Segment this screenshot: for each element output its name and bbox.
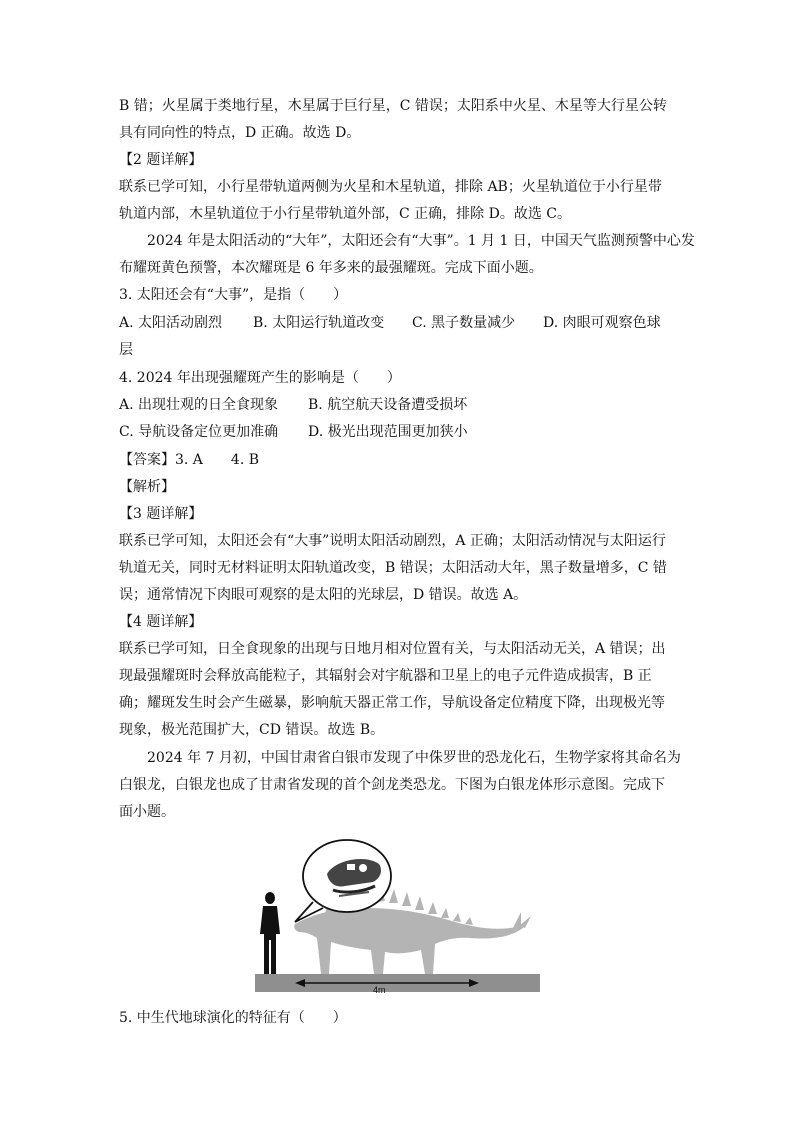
human-silhouette xyxy=(260,892,280,974)
text-line: B 错；火星属于类地行星，木星属于巨行星，C 错误；太阳系中火星、木星等大行星公转 xyxy=(119,98,667,114)
text-line: 轨道无关，同时无材料证明太阳轨道改变，B 错误；太阳活动大年，黑子数量增多，C 错 xyxy=(119,560,667,576)
question-3: 3. 太阳还会有“大事”，是指（ ） xyxy=(119,287,348,303)
question-4: 4. 2024 年出现强耀斑产生的影响是（ ） xyxy=(119,370,401,386)
passage-line: 布耀斑黄色预警，本次耀斑是 6 年多来的最强耀斑。完成下面小题。 xyxy=(119,260,543,276)
text-line: 具有同向性的特点，D 正确。故选 D。 xyxy=(119,125,361,141)
q3-option-a: A. 太阳活动剧烈 xyxy=(119,315,223,331)
answer-line: 【答案】3. A 4. B xyxy=(119,452,260,468)
section-heading: 【解析】 xyxy=(119,479,175,495)
passage-line: 2024 年 7 月初，中国甘肃省白银市发现了中侏罗世的恐龙化石，生物学家将其命名为 xyxy=(147,750,681,766)
q3-option-d: D. 肉眼可观察色球 xyxy=(543,315,661,331)
q3-option-d-wrap: 层 xyxy=(119,342,133,358)
dinosaur-figure xyxy=(255,836,540,998)
text-line: 误；通常情况下肉眼可观察的是太阳的光球层，D 错误。故选 A。 xyxy=(119,587,528,603)
q4-option-c: C. 导航设备定位更加准确 xyxy=(119,424,279,440)
q4-option-a: A. 出现壮观的日全食现象 xyxy=(119,397,279,413)
passage-line: 2024 年是太阳活动的“大年”，太阳还会有“大事”。1 月 1 日，中国天气监测预警中心发 xyxy=(147,233,695,249)
q3-option-c: C. 黑子数量减少 xyxy=(412,315,516,331)
text-line: 确；耀斑发生时会产生磁暴，影响航天器正常工作，导航设备定位精度下降，出现极光等 xyxy=(119,695,665,711)
passage-line: 白银龙，白银龙也成了甘肃省发现的首个剑龙类恐龙。下图为白银龙体形示意图。完成下 xyxy=(119,777,665,793)
section-heading: 【3 题详解】 xyxy=(119,506,203,522)
question-5: 5. 中生代地球演化的特征有（ ） xyxy=(119,1010,347,1026)
text-line: 联系已学可知，日全食现象的出现与日地月相对位置有关，与太阳活动无关，A 错误；出 xyxy=(119,641,666,657)
text-line: 联系已学可知，小行星带轨道两侧为火星和木星轨道，排除 AB；火星轨道位于小行星带 xyxy=(119,179,662,195)
q4-option-d: D. 极光出现范围更加狭小 xyxy=(308,424,468,440)
text-line: 轨道内部，木星轨道位于小行星带轨道外部，C 正确，排除 D。故选 C。 xyxy=(119,206,571,222)
section-heading: 【4 题详解】 xyxy=(119,614,203,630)
scale-label: 4m xyxy=(373,985,386,995)
text-line: 现象，极光范围扩大，CD 错误。故选 B。 xyxy=(119,722,385,738)
passage-line: 面小题。 xyxy=(119,804,175,820)
text-line: 现最强耀斑时会释放高能粒子，其辐射会对宇航器和卫星上的电子元件造成损害，B 正 xyxy=(119,668,652,684)
text-line: 联系已学可知，太阳还会有“大事”说明太阳活动剧烈，A 正确；太阳活动情况与太阳运行 xyxy=(119,533,666,549)
q3-option-b: B. 太阳运行轨道改变 xyxy=(253,315,385,331)
section-heading: 【2 题详解】 xyxy=(119,152,203,168)
q4-option-b: B. 航空航天设备遭受损坏 xyxy=(308,397,468,413)
